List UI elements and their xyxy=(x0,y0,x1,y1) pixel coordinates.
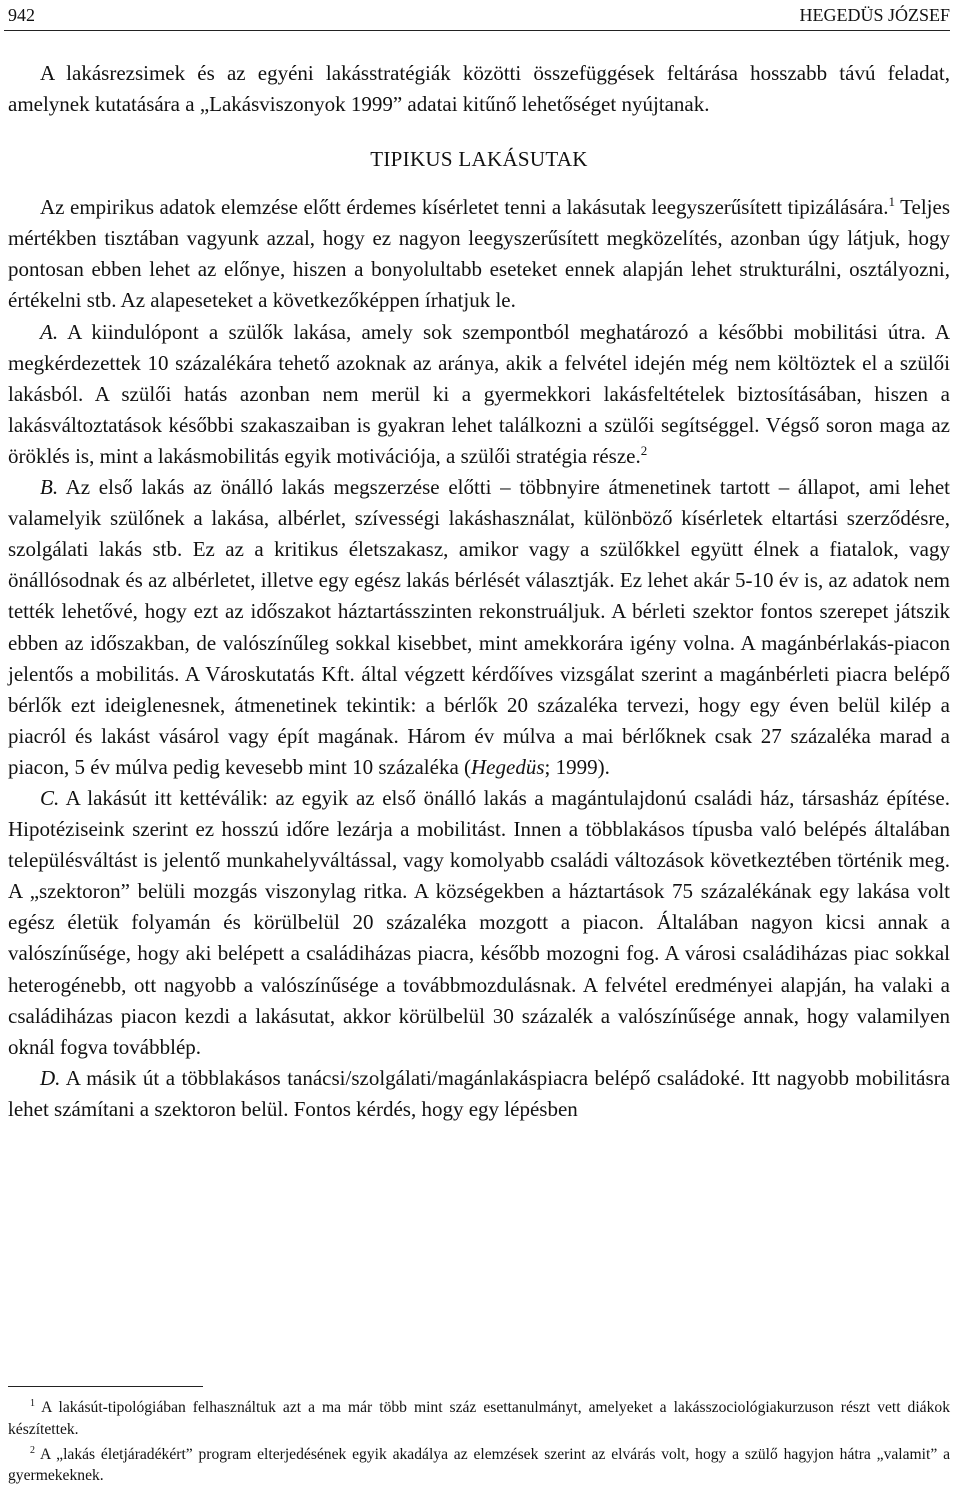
paragraph-a-text: A kiindulópont a szülők lakása, amely sok szempontból meghatározó a későbbi mobilitási útra. A megkérdezettek 10 százalékára tehető azoknak az aránya, akik a felvétel idején még nem költöztek el a szülői lakásból. A szülői hatás azonban nem merül ki a gyermekkori lakásfeltételek biztosításában, hiszen a lakásváltoztatások későbbi szakaszaiban is gyakran lehet találkozni a szülői segítséggel. Végső soron maga az öröklés is, mint a lakásmobilitás egyik motivációja, a szülői stratégia része. xyxy=(8,319,950,468)
paragraph-typology xyxy=(8,192,950,316)
page-number: 942 xyxy=(8,5,35,25)
paragraph-a-lead: A. xyxy=(40,319,59,344)
citation-year: ; 1999). xyxy=(544,754,610,779)
paragraph-c xyxy=(8,783,950,1063)
footnote-1 xyxy=(8,1397,950,1441)
footnote-2 xyxy=(8,1444,950,1488)
footnotes xyxy=(8,1386,950,1490)
paragraph-c-text: A lakásút itt kettéválik: az egyik az első önálló lakás a magántulajdonú családi ház, társasház építése. Hipotéziseink szerint ez hosszú időre lezárja a mobilitást. Innen a többlakásos típusba való belépés általában településváltást is jelentő munkahelyváltással, vagy komolyabb családi változások következtében történik meg. A „szektoron” belüli mozgás viszonylag ritka. A községekben a háztartások 75 százalékának egy lakása volt egész életük folyamán és körülbelül 20 százaléka mozgott a piacon. Általában nagyon kicsi annak a valószínűsége, hogy aki belépett a családiházas piacra, később mozogni fog. A városi családiházas piac sokkal heterogénebb, ott nagyobb a valószínűsége a továbbmozdulásnak. A felvétel eredményei alapján, ha valaki a családiházas piacon kezdi a lakásutat, akkor körülbelül 30 százalék a valószínűsége annak, hogy valamilyen oknál fogva továbblép. xyxy=(8,785,950,1059)
paragraph-d-text: A másik út a többlakásos tanácsi/szolgálati/magánlakáspiacra belépő családoké. Itt nagyobb mobilitásra lehet számítani a szektoron belül. Fontos kérdés, hogy egy lépésben xyxy=(8,1065,950,1121)
paragraph-d-lead: D. xyxy=(40,1065,61,1090)
header-rule xyxy=(4,30,950,31)
footnote-text: A lakásút-tipológiában felhasználtuk azt a ma már több mint száz esettanulmányt, amelyeket a lakásszociológiakurzuson részt vett diákok készítettek. xyxy=(8,1399,950,1438)
paragraph-a xyxy=(8,317,950,472)
paragraph-c-lead: C. xyxy=(40,785,60,810)
citation-author: Hegedüs xyxy=(471,754,545,779)
paragraph-typology-text-b: Teljes mértékben tisztában vagyunk azzal, hogy ez nagyon leegyszerűsített megközelítés, azonban úgy látjuk, hogy pontosan ebben lehet az előnye, hiszen a bonyolultabb eseteket ennek alapján lehet strukturálni, osztályozni, értékelni stb. Az alapeseteket a következőképpen írhatjuk le. xyxy=(8,195,950,313)
paragraph-b-text: Az első lakás az önálló lakás megszerzése előtti – többnyire átmenetinek tartott – állapot, ami lehet valamelyik szülőnek a lakása, albérlet, szívességi lakáshasználat, különböző kísérletek eltartási szerződésre, szolgálati lakás stb. Ez az a kritikus életszakasz, amikor vagy a szülőkkel együtt élnek a fiatalok, vagy önállósodnak és az albérletet, illetve egy egész lakás bérlését választják. Ez lehet akár 5-10 év is, az adatok nem tették lehetővé, hogy ezt az időszakot háztartásszinten rekonstruáljuk. A bérleti szektor fontos szerepet játszik ebben az időszakban, de valószínűleg sokkal kisebbet, mint amekkorára igény volna. A magánbérlakás-piacon jelentős a mobilitás. A Városkutatás Kft. által végzett kérdőíves vizsgálat szerint a magánbérleti piacra belépő bérlők ezt ideiglenesnek, átmenetinek tekintik: a bérlők 20 százaléka tervezi, hogy egy éven belül kilép a piacról és lakást vásárol vagy épít magának. Három év múlva a mai bérlőknek csak 27 százaléka marad a piacon, 5 év múlva pedig kevesebb mint 10 százaléka ( xyxy=(8,475,950,779)
footnote-mark: 1 xyxy=(30,1398,35,1409)
paragraph-d xyxy=(8,1063,950,1125)
paragraph-b xyxy=(8,472,950,783)
footnote-ref-1[interactable]: 1 xyxy=(888,194,895,210)
footnote-mark: 2 xyxy=(30,1444,35,1456)
paragraph-typology-text-a: Az empirikus adatok elemzése előtt érdemes kísérletet tenni a lakásutak leegyszerűsített tipizálására. xyxy=(40,195,889,220)
footnote-rule xyxy=(8,1386,203,1387)
paragraph-b-lead: B. xyxy=(40,475,59,500)
footnote-ref-2[interactable]: 2 xyxy=(640,442,648,458)
page-header xyxy=(0,2,950,28)
intro-paragraph xyxy=(8,58,950,120)
intro-text: A lakásrezsimek és az egyéni lakásstratégiák közötti összefüggések feltárása hosszabb távú feladat, amelynek kutatására a „Lakásviszonyok 1999” adatai kitűnő lehetőséget nyújtanak. xyxy=(8,61,950,117)
running-head: HEGEDÜS JÓZSEF xyxy=(799,5,950,25)
section-title: TIPIKUS LAKÁSUTAK xyxy=(370,147,588,172)
body-text xyxy=(8,58,950,1125)
footnote-text: A „lakás életjáradékért” program elterjedésének egyik akadálya az elemzések szerint az elvárás volt, hogy a szülő hagyjon hátra „valamit” a gyermekeknek. xyxy=(8,1445,950,1485)
